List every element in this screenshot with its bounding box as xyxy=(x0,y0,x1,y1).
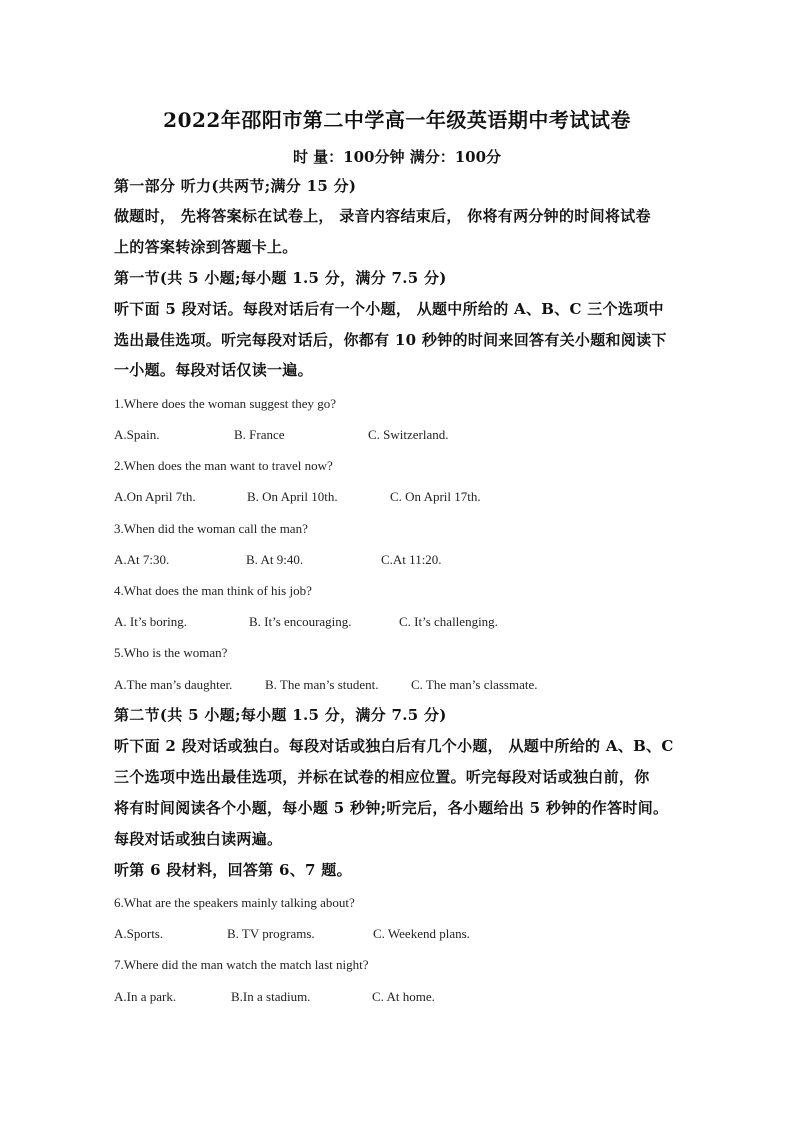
option-c: C. At home. xyxy=(372,989,435,1004)
option-a: A.The man’s daughter. xyxy=(114,677,233,692)
part1-instruction-line: 上的答案转涂到答题卡上。 xyxy=(114,238,298,256)
option-c: C. The man’s classmate. xyxy=(411,677,538,692)
option-c: C.At 11:20. xyxy=(381,552,442,567)
section2-heading: 第二节(共 5 小题;每小题 1.5 分，满分 7.5 分) xyxy=(114,706,447,724)
option-b: B. On April 10th. xyxy=(247,489,338,504)
option-b: B. It’s encouraging. xyxy=(249,614,352,629)
option-c: C. Weekend plans. xyxy=(373,926,470,941)
exam-title: 2022年邵阳市第二中学高一年级英语期中考试试卷 xyxy=(163,108,631,132)
option-a: A.At 7:30. xyxy=(114,552,170,567)
option-c: C. On April 17th. xyxy=(390,489,481,504)
question-4: 4.What does the man think of his job? xyxy=(114,583,312,598)
question-7: 7.Where did the man watch the match last night? xyxy=(114,957,369,972)
option-a: A.In a park. xyxy=(114,989,177,1004)
option-b: B.In a stadium. xyxy=(231,989,311,1004)
section2-instruction-line: 将有时间阅读各个小题，每小题 5 秒钟;听完后，各小题给出 5 秒钟的作答时间。 xyxy=(114,799,669,817)
question-2: 2.When does the man want to travel now? xyxy=(114,458,333,473)
option-a: A.On April 7th. xyxy=(114,489,196,504)
section2-instruction-line: 每段对话或独白读两遍。 xyxy=(114,830,283,848)
question-3: 3.When did the woman call the man? xyxy=(114,521,308,536)
option-c: C. It’s challenging. xyxy=(399,614,498,629)
option-c: C. Switzerland. xyxy=(368,427,449,442)
section2-instruction-line: 三个选项中选出最佳选项，并标在试卷的相应位置。听完每段对话或独白前，你 xyxy=(114,768,650,786)
question-6: 6.What are the speakers mainly talking about? xyxy=(114,895,355,910)
option-b: B. TV programs. xyxy=(227,926,315,941)
option-a: A.Sports. xyxy=(114,926,164,941)
section1-instruction-line: 听下面 5 段对话。每段对话后有一个小题， 从题中所给的 A、B、C 三个选项中 xyxy=(114,300,664,318)
part1-heading: 第一部分 听力(共两节;满分 15 分) xyxy=(114,177,357,195)
option-a: A. It’s boring. xyxy=(114,614,187,629)
section1-heading: 第一节(共 5 小题;每小题 1.5 分，满分 7.5 分) xyxy=(114,269,447,287)
section2-instruction-line: 听下面 2 段对话或独白。每段对话或独白后有几个小题， 从题中所给的 A、B、C xyxy=(114,737,674,755)
option-b: B. The man’s student. xyxy=(265,677,379,692)
section1-instruction-line: 选出最佳选项。听完每段对话后，你都有 10 秒钟的时间来回答有关小题和阅读下 xyxy=(114,331,667,349)
question-5: 5.Who is the woman? xyxy=(114,645,228,660)
question-1: 1.Where does the woman suggest they go? xyxy=(114,396,337,411)
option-b: B. At 9:40. xyxy=(246,552,304,567)
option-b: B. France xyxy=(234,427,285,442)
option-a: A.Spain. xyxy=(114,427,160,442)
exam-time-score: 时 量：100分钟 满分：100分 xyxy=(292,148,502,166)
section1-instruction-line: 一小题。每段对话仅读一遍。 xyxy=(114,361,313,379)
part1-instruction-line: 做题时， 先将答案标在试卷上， 录音内容结束后， 你将有两分钟的时间将试卷 xyxy=(114,207,651,225)
material-heading: 听第 6 段材料，回答第 6、7 题。 xyxy=(114,861,352,879)
